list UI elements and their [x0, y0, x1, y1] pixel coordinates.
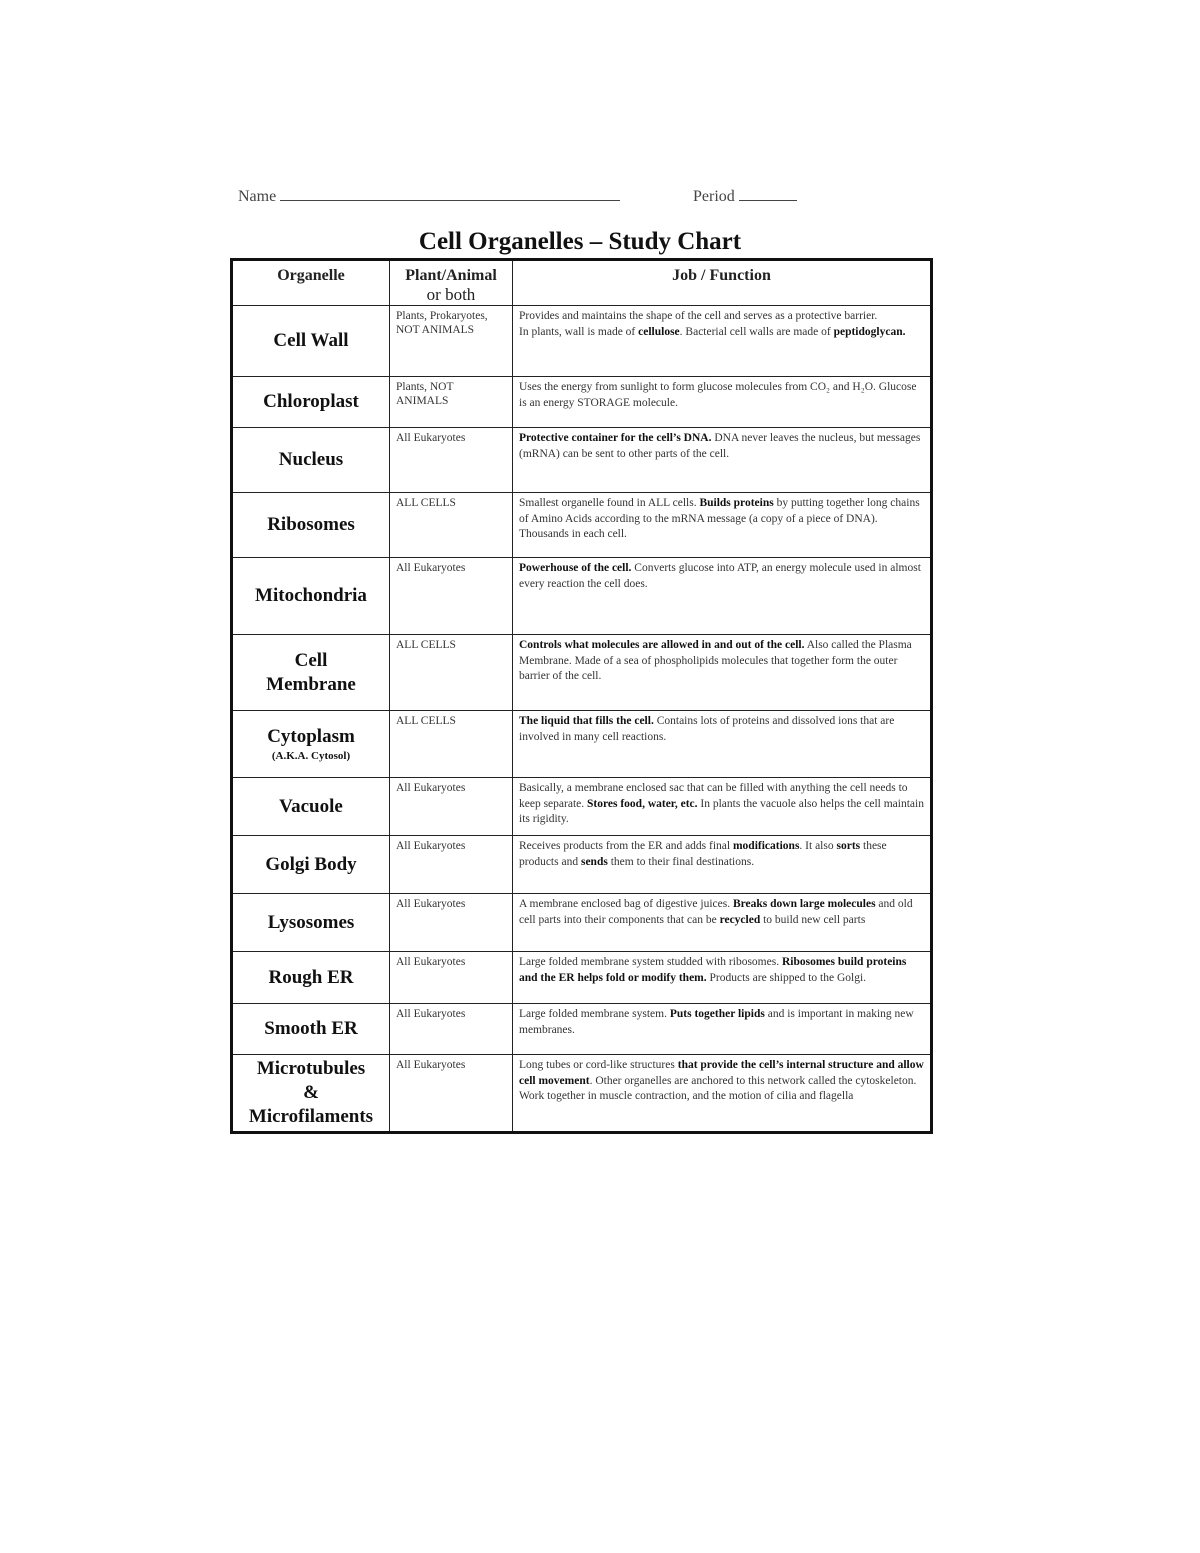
function-cell — [513, 635, 932, 711]
function-text: to build new cell parts — [760, 913, 866, 926]
function-text: Smallest organelle found in ALL cells. — [519, 497, 700, 509]
function-text: In plants the vacuole also helps the cell maintain its rigidity. — [519, 797, 924, 825]
organelle-name: Ribosomes — [267, 514, 355, 535]
function-text: sends — [580, 855, 608, 868]
table-row — [232, 778, 932, 836]
name-label: Name — [238, 188, 277, 205]
function-text: them to their final destinations. — [607, 855, 755, 868]
function-cell — [513, 558, 932, 635]
function-text: peptidoglycan. — [833, 325, 906, 338]
plant-animal-cell: All Eukaryotes — [390, 836, 513, 894]
period-blank[interactable] — [739, 188, 797, 201]
function-text: sorts — [836, 840, 861, 852]
function-cell — [513, 493, 932, 558]
function-text: Puts together lipids — [669, 1008, 765, 1020]
plant-animal-cell: All Eukaryotes — [390, 778, 513, 836]
function-text: . It also — [799, 840, 837, 852]
name-field[interactable] — [238, 188, 620, 206]
function-text: by putting together long chains of Amino Acids according to the mRNA message (a copy of a piece of DNA). Thousands in each cell. — [519, 497, 920, 540]
plant-animal-cell: Plants, NOT ANIMALS — [390, 377, 513, 428]
table-row — [232, 711, 932, 778]
function-cell — [513, 306, 932, 377]
function-text: The liquid that fills the cell. — [519, 715, 654, 727]
header-organelle: Organelle — [232, 260, 390, 306]
function-text: Stores food, water, etc. — [587, 797, 698, 810]
organelle-name: Rough ER — [268, 966, 354, 988]
organelle-cell — [232, 1055, 390, 1133]
function-text: Products are shipped to the Golgi. — [706, 971, 867, 984]
table-row — [232, 377, 932, 428]
header-plant-animal — [390, 260, 513, 306]
table-row — [232, 1055, 932, 1133]
function-cell — [513, 377, 932, 428]
organelle-cell — [232, 558, 390, 635]
function-text: Contains lots of proteins and dissolved ions that are involved in many cell reactions. — [519, 715, 895, 743]
function-text: modifications — [732, 840, 800, 852]
function-cell — [513, 952, 932, 1004]
organelle-name: Smooth ER — [264, 1018, 358, 1039]
plant-animal-cell: ALL CELLS — [390, 635, 513, 711]
plant-animal-cell: ALL CELLS — [390, 711, 513, 778]
name-blank[interactable] — [280, 188, 620, 201]
function-text: Uses the energy from sunlight to form glucose molecules from CO₂ and H₂O. Glucose is an energy STORAGE molecule. — [519, 381, 917, 409]
function-text: In plants, wall is made of — [519, 325, 639, 338]
function-cell — [513, 1004, 932, 1055]
plant-animal-cell: All Eukaryotes — [390, 558, 513, 635]
function-text: recycled — [719, 913, 761, 926]
organelle-cell — [232, 377, 390, 428]
function-text: cellulose — [638, 325, 680, 338]
header-or-both: or both — [426, 285, 476, 304]
table-row — [232, 493, 932, 558]
table-header-row — [232, 260, 932, 306]
plant-animal-cell: All Eukaryotes — [390, 894, 513, 952]
table-row — [232, 894, 932, 952]
function-cell — [513, 428, 932, 493]
organelle-cell — [232, 306, 390, 377]
table-body — [232, 306, 932, 1133]
plant-animal-cell: All Eukaryotes — [390, 952, 513, 1004]
plant-animal-cell: All Eukaryotes — [390, 428, 513, 493]
organelle-cell — [232, 836, 390, 894]
organelle-cell — [232, 778, 390, 836]
function-text: . Bacterial cell walls are made of — [679, 325, 834, 338]
organelle-cell — [232, 952, 390, 1004]
plant-animal-cell: ALL CELLS — [390, 493, 513, 558]
function-text: A membrane enclosed bag of digestive juices. — [519, 898, 733, 910]
table-row — [232, 952, 932, 1004]
function-text: and old cell parts into their components that can be — [519, 898, 913, 926]
function-text: Builds proteins — [699, 497, 774, 509]
organelle-name: Chloroplast — [263, 391, 359, 412]
function-cell — [513, 711, 932, 778]
header-function: Job / Function — [513, 260, 932, 306]
function-text: Provides and maintains the shape of the cell and serves as a protective barrier. — [519, 310, 878, 322]
table-row — [232, 1004, 932, 1055]
function-text: Protective container for the cell’s DNA. — [519, 432, 712, 444]
study-chart-table — [230, 258, 933, 1134]
organelle-name: Lysosomes — [267, 911, 355, 933]
header-plant-animal-label: Plant/Animal — [405, 267, 497, 284]
function-cell — [513, 778, 932, 836]
table-row — [232, 428, 932, 493]
function-text: Long tubes or cord-like structures — [519, 1059, 678, 1071]
function-text: Large folded membrane system. — [519, 1008, 670, 1020]
plant-animal-cell: All Eukaryotes — [390, 1055, 513, 1133]
organelle-aka: (A.K.A. Cytosol) — [271, 750, 351, 762]
organelle-name: Cell Membrane — [266, 649, 356, 695]
organelle-cell — [232, 635, 390, 711]
function-text: and is important in making new membranes. — [519, 1008, 914, 1036]
function-text: . Other organelles are anchored to this network called the cytoskeleton. Work together in muscle contraction, and the motion of cilia and flagella — [519, 1074, 917, 1102]
organelle-cell — [232, 493, 390, 558]
plant-animal-cell: All Eukaryotes — [390, 1004, 513, 1055]
organelle-name: Cell Wall — [273, 330, 349, 351]
function-text: Controls what molecules are allowed in and out of the cell. — [519, 639, 805, 651]
plant-animal-cell: Plants, Prokaryotes, NOT ANIMALS — [390, 306, 513, 377]
function-cell — [513, 894, 932, 952]
organelle-cell — [232, 428, 390, 493]
function-text: DNA never leaves the nucleus, but messages (mRNA) can be sent to other parts of the cell. — [519, 432, 921, 460]
organelle-name: Golgi Body — [265, 853, 357, 875]
table-row — [232, 558, 932, 635]
function-text: that provide the cell’s internal structure and allow cell movement — [519, 1059, 924, 1087]
period-field[interactable] — [693, 188, 797, 206]
organelle-cell — [232, 894, 390, 952]
function-text: Powerhouse of the cell. — [519, 562, 632, 574]
table-row — [232, 306, 932, 377]
function-text: Large folded membrane system studded with ribosomes. — [519, 956, 782, 968]
organelle-name: Mitochondria — [255, 585, 367, 606]
organelle-name: Nucleus — [278, 449, 344, 470]
page-title: Cell Organelles – Study Chart — [418, 228, 742, 255]
function-text: Also called the Plasma Membrane. Made of a sea of phospholipids molecules that together form the outer barrier of the cell. — [519, 639, 912, 682]
organelle-cell — [232, 1004, 390, 1055]
function-cell — [513, 1055, 932, 1133]
function-cell — [513, 836, 932, 894]
table-row — [232, 635, 932, 711]
function-text: Ribosomes build proteins and the ER helps fold or modify them. — [519, 956, 907, 984]
organelle-cell — [232, 711, 390, 778]
organelle-name: Vacuole — [279, 795, 343, 817]
function-text: Receives products from the ER and adds final — [519, 840, 733, 852]
organelle-name: Cytoplasm — [267, 726, 355, 747]
function-text: these products and — [519, 840, 887, 868]
organelle-name: Microtubules & Microfilaments — [248, 1058, 374, 1127]
function-text: Basically, a membrane enclosed sac that can be filled with anything the cell needs to keep separate. — [519, 782, 908, 810]
function-text: Breaks down large molecules — [732, 898, 876, 910]
function-text: Converts glucose into ATP, an energy molecule used in almost every reaction the cell does. — [519, 562, 921, 590]
period-label: Period — [693, 188, 735, 205]
table-row — [232, 836, 932, 894]
